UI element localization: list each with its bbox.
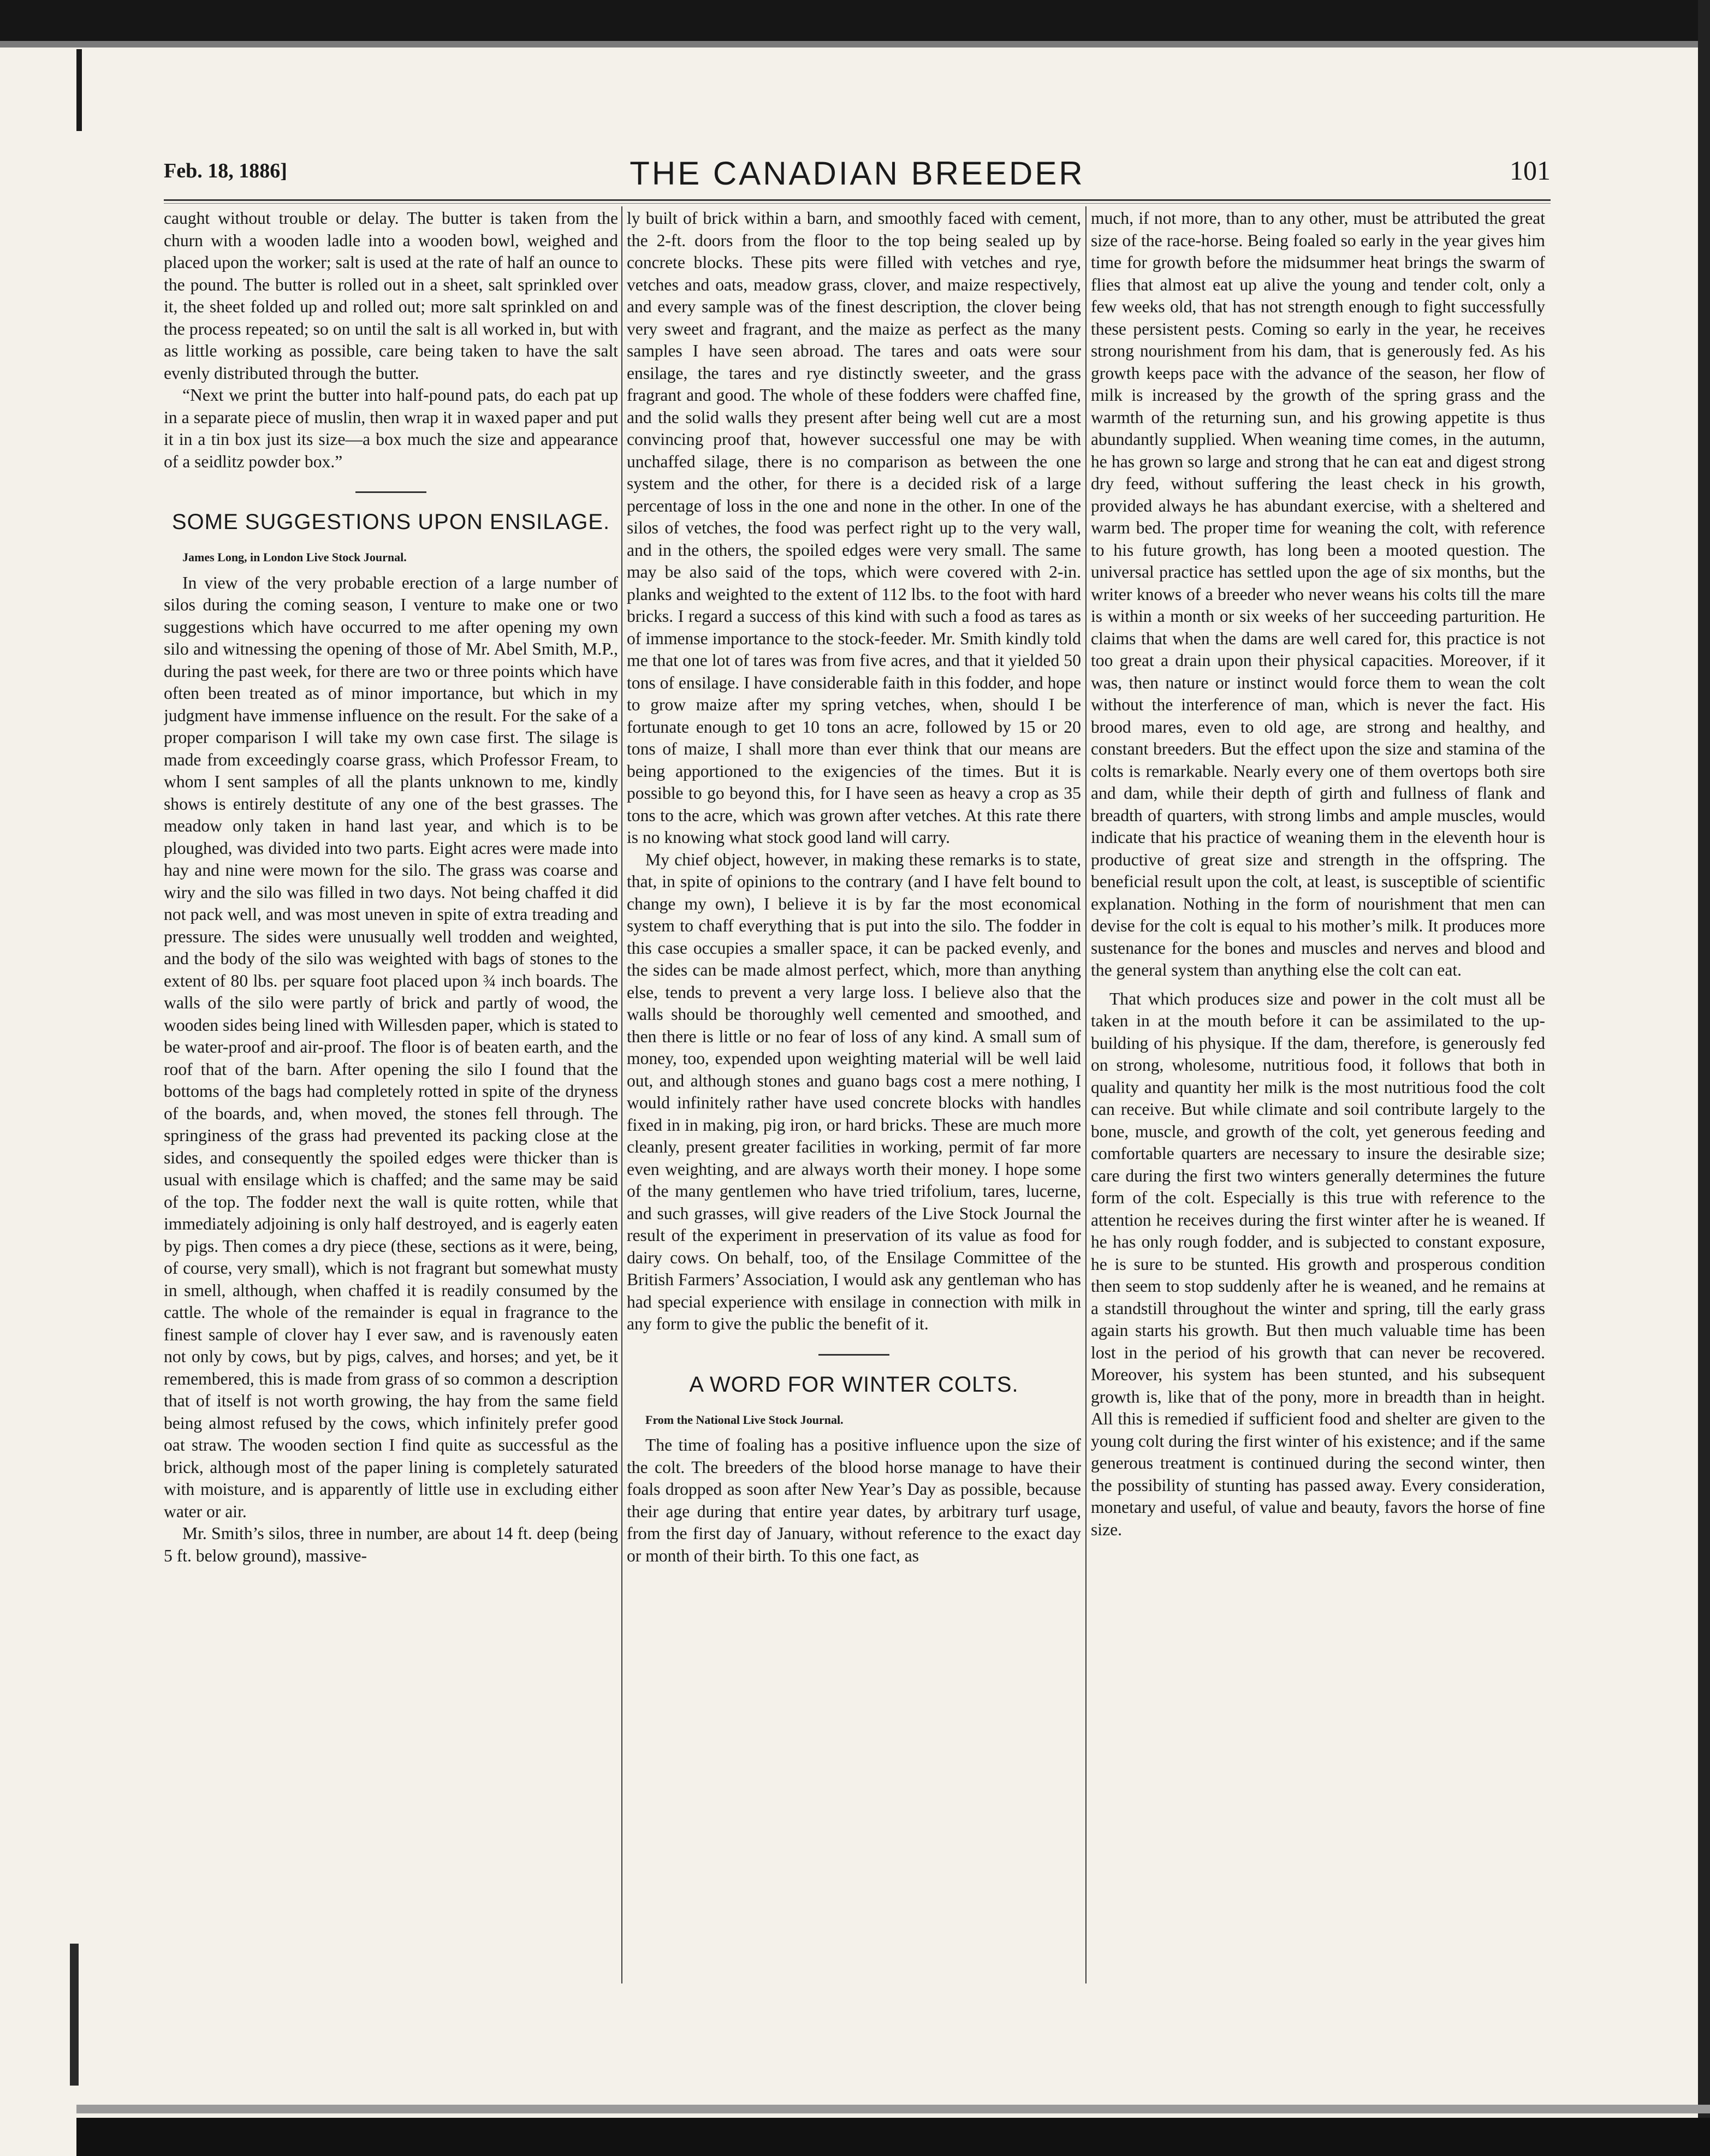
article-separator	[818, 1354, 889, 1356]
masthead-rule	[164, 199, 1551, 201]
issue-date: Feb. 18, 1886]	[164, 159, 287, 182]
article-separator	[355, 491, 426, 493]
column-divider-1	[621, 206, 622, 1983]
article-credit-ensilage: James Long, in London Live Stock Journal.	[182, 550, 407, 564]
colts-paragraph-2: much, if not more, than to any other, must be attributed the great size of the race-horse. Being foaled so early in the year gives him time for growth before the midsummer heat brings the swarm of flies that almost eat up alive the young and tender colt, only a few weeks old, that has not strength enough to fight successfully these persistent pests. Coming so early in the year, he receives strong nourishment from his dam, that is generously fed. As his growth keeps pace with the advance of the season, her flow of milk is increased by the growth of the spring grass and the warmth of the returning sun, and his growing appetite is thus abundantly supplied. When weaning time comes, in the autumn, he has grown so large and strong that he can eat and digest strong dry feed, without suffering the least check in his growth, provided always he has abundant exercise, with a sheltered and warm bed. The proper time for weaning the colt, with reference to his future growth, has long been a mooted question. The universal practice has settled upon the age of six months, but the writer knows of a breeder who never weans his colts till the mare is within a month or six weeks of her succeeding parturition. He claims that when the dams are well cared for, this practice is not too great a drain upon their physical capacities. Moreover, if it was, then nature or instinct would force them to wean the colt without the interference of man, which is never the fact. His brood mares, even to old age, are strong and healthy, and constant breeders. But the effect upon the size and stamina of the colts is remarkable. Nearly every one of them overtops both sire and dam, while their depth of girth and fullness of flank and breadth of quarters, with strong limbs and ample muscles, would indicate that his practice of weaning them in the eleventh hour is productive of great size and strength in the offspring. The beneficial result upon the colt, at least, is susceptible of scientific explanation. Nothing in the form of nourishment that men can devise for the colt is equal to his mother’s milk. It produces more sustenance for the bones and muscles and nerves and blood and the general system than anything else the colt can eat.	[1091, 209, 1545, 979]
page-number: 101	[1510, 155, 1551, 186]
column-1	[164, 207, 618, 1982]
column-3	[1091, 207, 1545, 1982]
article-headline-winter-colts: A WORD FOR WINTER COLTS.	[689, 1372, 1019, 1397]
newspaper-title: THE CANADIAN BREEDER	[630, 155, 1085, 192]
ensilage-paragraph-2: Mr. Smith’s silos, three in number, are about 14 ft. deep (being 5 ft. below ground), massive-	[164, 1524, 618, 1565]
colts-paragraph-1: The time of foaling has a positive influence upon the size of the colt. The breeders of the blood horse manage to have their foals dropped as soon after New Year’s Day as possible, because their age during that entire year dates, by arbitrary turf usage, from the first day of January, without reference to the exact day or month of their birth. To this one fact, as	[627, 1435, 1081, 1565]
butter-article-paragraph: caught without trouble or delay. The butter is taken from the churn with a wooden ladle into a wooden bowl, weighed and placed upon the worker; salt is used at the rate of half an ounce to the pound. The butter is rolled out in a sheet, salt sprinkled over it, the sheet folded up and rolled out; more salt sprinkled on and the process repeated; so on until the salt is all worked in, but with as little working as possible, care being taken to have the salt evenly distributed through the butter.	[164, 209, 618, 383]
scan-border-bottom	[76, 2118, 1710, 2156]
article-headline-ensilage: SOME SUGGESTIONS UPON ENSILAGE.	[171, 510, 610, 534]
ensilage-paragraph-4: My chief object, however, in making these remarks is to state, that, in spite of opinions to the contrary (and I have felt bound to change my own), I believe it is by far the most economical system to chaff everything that is put into the silo. The fodder in this case occupies a smaller space, it can be packed evenly, and the sides can be made almost perfect, which, more than anything else, tends to prevent a very large loss. I believe also that the walls should be thoroughly well cemented and smoothed, and then there is little or no fear of loss of any kind. A small sum of money, too, expended upon weighting material will be well laid out, and although stones and guano bags cost a mere nothing, I would infinitely rather have used concrete blocks with handles fixed in in making, pig iron, or hard bricks. These are much more cleanly, present greater facilities in working, permit of far more even weighting, and are always worth their money. I hope some of the many gentlemen who have tried trifolium, tares, lucerne, and such grasses, will give readers of the Live Stock Journal the result of the experiment in preservation of its value as food for dairy cows. On behalf, too, of the Ensilage Committee of the British Farmers’ Association, I would ask any gentleman who has had special experience with ensilage in connection with milk in any form to give the public the benefit of it.	[627, 850, 1081, 1333]
column-2	[627, 207, 1081, 1982]
ensilage-paragraph-3: ly built of brick within a barn, and smoothly faced with cement, the 2-ft. doors from the floor to the top being sealed up by concrete blocks. These pits were filled with vetches and rye, vetches and oats, meadow grass, clover, and maize respectively, and every sample was of the finest description, the clover being very sweet and fragrant, and the maize as perfect as the many samples I have seen abroad. The tares and oats were sour ensilage, the tares and rye distinctly sweeter, and the grass fragrant and good. The whole of these fodders were chaffed fine, and the solid walls they present after being well cut are a most convincing proof that, however successful one may be with unchaffed silage, there is no comparison as between the one system and the other, for there is a decided risk of a large percentage of loss in the one and none in the other. In one of the silos of vetches, the food was perfect right up to the very wall, and in the others, the spoiled edges were very small. The same may be also said of the tops, which were covered with 2-in. planks and weighted to the extent of 112 lbs. to the foot with hard bricks. I regard a success of this kind with such a food as tares as of immense importance to the stock-feeder. Mr. Smith kindly told me that one lot of tares was from five acres, and that it yielded 50 tons of ensilage. I have considerable faith in this fodder, and hope to grow maize after my spring vetches, when, should I be fortunate enough to get 10 tons an acre, followed by 15 or 20 tons of maize, I shall more than ever think that our means are being apportioned to the exigencies of the times. But it is possible to go beyond this, for I have seen as heavy a crop as 35 tons to the acre, which was grown after vetches. At this rate there is no knowing what stock good land will carry.	[627, 209, 1081, 847]
article-credit-winter-colts: From the National Live Stock Journal.	[645, 1412, 844, 1427]
scan-border-top	[0, 0, 1710, 41]
column-divider-2	[1085, 206, 1086, 1983]
scan-border-right	[1698, 0, 1710, 2156]
ensilage-paragraph-1: In view of the very probable erection of a large number of silos during the coming season, I venture to make one or two suggestions which have occurred to me after opening my own silo and witnessing the opening of those of Mr. Abel Smith, M.P., during the past week, for there are two or three points which have often been treated as of minor importance, but which in my judgment have immense influence on the result. For the sake of a proper comparison I will take my own case first. The silage is made from exceedingly coarse grass, which Professor Fream, to whom I sent samples of all the plants unknown to me, kindly shows is entirely destitute of any one of the best grasses. The meadow only taken in hand last year, and which is to be ploughed, was divided into two parts. Eight acres were made into hay and nine were mown for the silo. The grass was coarse and wiry and the silo was filled in two days. Not being chaffed it did not pack well, and was most uneven in spite of extra treading and pressure. The sides were unusually well trodden and weighted, and the body of the silo was weighted with bags of stones to the extent of 80 lbs. per square foot placed upon ¾ inch boards. The walls of the silo were partly of brick and partly of wood, the wooden sides being lined with Willesden paper, which is stated to be water-proof and air-proof. The floor is of beaten earth, and the roof that of the barn. After opening the silo I found that the bottoms of the bags had completely rotted in spite of the dryness of the boards, and, when moved, the stones fell through. The springiness of the grass had prevented its packing close at the sides, and consequently the spoiled edges were thicker than is usual with ensilage which is chaffed; and the same may be said of the top. The fodder next the wall is quite rotten, while that immediately adjoining is only half destroyed, and is eagerly eaten by pigs. Then comes a dry piece (these, sections as it were, being, of course, very small), which is not fragrant but somewhat musty in smell, although, when chaffed it is readily consumed by the cattle. The whole of the remainder is equal in fragrance to the finest sample of clover hay I ever saw, and is ravenously eaten not only by cows, but by pigs, calves, and horses; and yet, be it remembered, this is made from grass of so common a description that of itself is not worth growing, the hay from the same field being almost refused by the cows, which infinitely prefer good oat straw. The wooden section I find quite as successful as the brick, although most of the paper lining is completely saturated with moisture, and is apparently of little use in excluding either water or air.	[164, 573, 618, 1521]
butter-article-quote: “Next we print the butter into half-pound pats, do each pat up in a separate piece of muslin, then wrap it in waxed paper and put it in a tin box just its size—a box much the size and appearance of a seidlitz powder box.”	[164, 385, 618, 471]
scan-border-left-mark	[76, 49, 82, 131]
masthead-rule-thin	[164, 203, 1551, 204]
colts-paragraph-3: That which produces size and power in the colt must all be taken in at the mouth before it can be assimilated to the up-building of his physique. If the dam, therefore, is generously fed on strong, wholesome, nutritious food, it follows that both in quality and quantity her milk is the most nutritious food the colt can receive. But while climate and soil contribute largely to the bone, muscle, and growth of the colt, yet generous feeding and comfortable quarters are necessary to insure the desirable size; care during the first two winters generally determines the future form of the colt. Especially is this true with reference to the attention he receives during the first winter after he is weaned. If he has only rough fodder, and is subjected to constant exposure, he is sure to be stunted. His growth and prosperous condition then seem to stop suddenly after he is weaned, and he remains at a standstill throughout the winter and spring, till the early grass again starts his growth. But then much valuable time has been lost in the period of his growth that can never be recovered. Moreover, his system has been stunted, and his subsequent growth is, like that of the pony, more in breadth than in height. All this is remedied if sufficient food and shelter are given to the young colt during the first winter of his existence; and if the same generous treatment is continued during the second winter, then the possibility of stunting has passed away. Every consideration, monetary and useful, of value and beauty, favors the horse of fine size.	[1091, 989, 1545, 1539]
scan-border-left-mark-lower	[70, 1944, 79, 2086]
masthead	[164, 155, 1551, 193]
